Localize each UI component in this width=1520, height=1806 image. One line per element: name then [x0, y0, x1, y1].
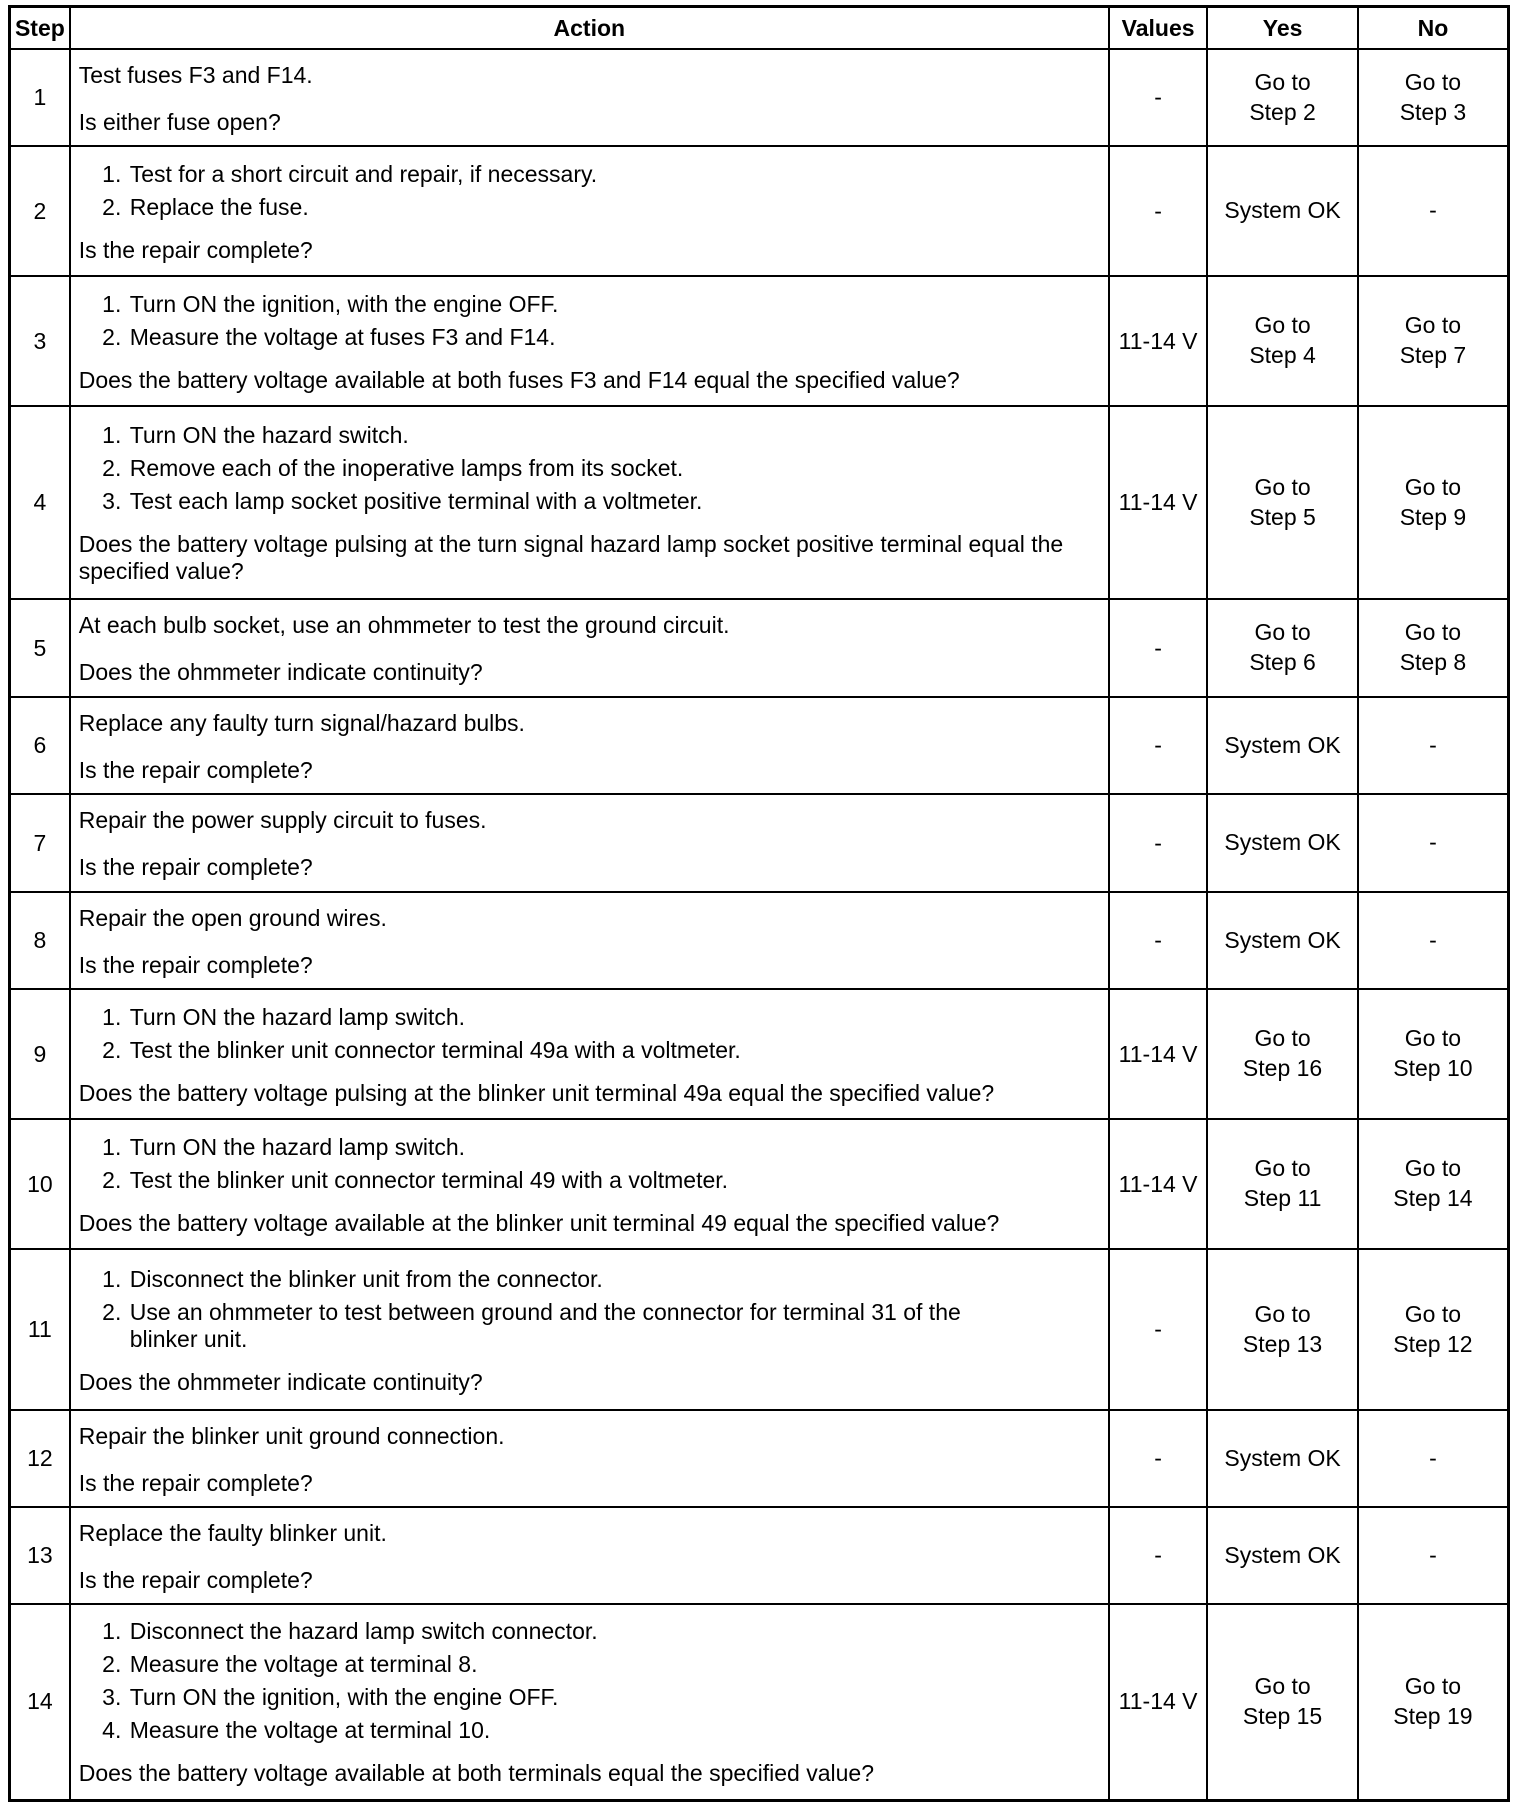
- step-number: 3: [10, 276, 70, 406]
- header-row: [10, 7, 1509, 50]
- action-cell: [70, 276, 1109, 406]
- step-number: 11: [10, 1249, 70, 1410]
- table-row: [10, 1410, 1509, 1507]
- action-intro: Replace the faulty blinker unit.: [78, 1519, 387, 1546]
- no-cell: [1358, 989, 1509, 1119]
- header-action: Action: [70, 7, 1109, 50]
- no-cell: [1358, 599, 1509, 697]
- substep-item: 1. Turn ON the ignition, with the engine OFF.: [128, 291, 1100, 318]
- step-number: 10: [10, 1119, 70, 1249]
- value-cell: -: [1109, 794, 1207, 892]
- step-number: 13: [10, 1507, 70, 1604]
- no-cell: [1358, 1604, 1509, 1800]
- table-row: [10, 406, 1509, 599]
- yes-cell: [1207, 406, 1358, 599]
- yes-line: Step 13: [1242, 1330, 1323, 1357]
- action-cell: [70, 1507, 1109, 1604]
- substep-item: 2. Measure the voltage at fuses F3 and F14.: [128, 324, 1100, 351]
- no-cell: [1358, 49, 1509, 146]
- value-cell: -: [1109, 146, 1207, 276]
- header-no: No: [1358, 7, 1509, 50]
- step-number: 9: [10, 989, 70, 1119]
- substep-item: 1. Turn ON the hazard switch.: [128, 422, 1100, 449]
- action-cell: [70, 49, 1109, 146]
- action-cell: [70, 406, 1109, 599]
- substep-item: 1. Disconnect the blinker unit from the connector.: [128, 1266, 1000, 1293]
- action-cell: [70, 794, 1109, 892]
- header-step: Step: [10, 7, 70, 50]
- substep-item: 1. Test for a short circuit and repair, if necessary.: [128, 161, 1100, 188]
- no-cell: [1358, 276, 1509, 406]
- action-intro: Replace any faulty turn signal/hazard bulbs.: [78, 709, 525, 736]
- action-cell: [70, 697, 1109, 794]
- no-line: Go to: [1404, 1672, 1462, 1699]
- substep-list: [79, 1004, 1100, 1064]
- yes-line: Step 11: [1243, 1185, 1322, 1211]
- no-line: Step 9: [1399, 503, 1467, 530]
- action-cell: [70, 989, 1109, 1119]
- yes-cell: [1207, 49, 1358, 146]
- no-cell: [1358, 892, 1509, 989]
- action-cell: [70, 1604, 1109, 1800]
- no-line: -: [1429, 829, 1437, 855]
- step-number: 1: [10, 49, 70, 146]
- yes-line: Go to: [1254, 1025, 1311, 1051]
- value-cell: -: [1109, 697, 1207, 794]
- value-cell: 11-14 V: [1109, 406, 1207, 599]
- yes-line: Go to: [1254, 1155, 1311, 1181]
- step-number: 8: [10, 892, 70, 989]
- value-cell: -: [1109, 599, 1207, 697]
- table-row: [10, 1119, 1509, 1249]
- table-row: [10, 49, 1509, 146]
- no-line: Go to: [1404, 619, 1462, 645]
- header-values: Values: [1109, 7, 1207, 50]
- yes-line: Step 16: [1242, 1055, 1323, 1081]
- yes-line: Step 15: [1242, 1702, 1323, 1729]
- yes-line: Go to: [1254, 473, 1311, 500]
- yes-line: Step 2: [1249, 98, 1316, 125]
- no-line: Step 3: [1399, 98, 1467, 125]
- yes-cell: [1207, 599, 1358, 697]
- action-question: Does the battery voltage available at the blinker unit terminal 49 equal the specified value?: [78, 1209, 1000, 1236]
- no-line: Step 10: [1393, 1055, 1473, 1081]
- yes-line: System OK: [1224, 197, 1341, 223]
- value-cell: -: [1109, 1249, 1207, 1410]
- table-row: [10, 1249, 1509, 1410]
- yes-line: System OK: [1224, 731, 1341, 758]
- substep-item: 2. Measure the voltage at terminal 8.: [128, 1651, 1100, 1678]
- table-row: [10, 794, 1509, 892]
- action-question: Does the battery voltage pulsing at the blinker unit terminal 49a equal the specified value?: [78, 1079, 995, 1106]
- table-row: [10, 146, 1509, 276]
- action-intro: Repair the open ground wires.: [78, 904, 387, 931]
- yes-line: Step 6: [1249, 649, 1316, 675]
- substep-item: 2. Use an ohmmeter to test between ground and the connector for terminal 31 of the blinker unit.: [128, 1299, 1000, 1353]
- step-number: 7: [10, 794, 70, 892]
- no-line: -: [1429, 197, 1437, 223]
- action-cell: [70, 1119, 1109, 1249]
- substep-item: 3. Test each lamp socket positive terminal with a voltmeter.: [128, 488, 1100, 515]
- step-number: 2: [10, 146, 70, 276]
- yes-cell: [1207, 146, 1358, 276]
- yes-cell: [1207, 1119, 1358, 1249]
- no-line: -: [1429, 926, 1437, 953]
- yes-line: Step 5: [1249, 503, 1316, 530]
- action-cell: [70, 599, 1109, 697]
- action-question: Is the repair complete?: [78, 756, 313, 783]
- no-cell: [1358, 1410, 1509, 1507]
- value-cell: 11-14 V: [1109, 1119, 1207, 1249]
- table-row: [10, 599, 1509, 697]
- action-cell: [70, 1410, 1109, 1507]
- yes-cell: [1207, 1249, 1358, 1410]
- no-cell: [1358, 1119, 1509, 1249]
- substep-list: [79, 1618, 1100, 1744]
- value-cell: -: [1109, 1410, 1207, 1507]
- yes-line: System OK: [1224, 926, 1341, 953]
- no-line: Step 8: [1399, 649, 1467, 675]
- value-cell: 11-14 V: [1109, 1604, 1207, 1800]
- substep-item: 3. Turn ON the ignition, with the engine OFF.: [128, 1684, 1100, 1711]
- action-question: Does the ohmmeter indicate continuity?: [78, 1368, 483, 1395]
- no-cell: [1358, 146, 1509, 276]
- substep-list: [79, 161, 1100, 221]
- no-line: Go to: [1404, 1300, 1462, 1327]
- value-cell: 11-14 V: [1109, 989, 1207, 1119]
- substep-item: 2. Remove each of the inoperative lamps from its socket.: [128, 455, 1100, 482]
- no-cell: [1358, 794, 1509, 892]
- no-line: -: [1429, 731, 1437, 758]
- table-row: [10, 276, 1509, 406]
- action-question: Is the repair complete?: [78, 951, 313, 978]
- yes-line: Go to: [1254, 312, 1311, 338]
- yes-line: Go to: [1254, 68, 1311, 95]
- substep-item: 1. Disconnect the hazard lamp switch connector.: [128, 1618, 1100, 1645]
- no-line: Step 12: [1393, 1330, 1473, 1357]
- header-yes: Yes: [1207, 7, 1358, 50]
- yes-line: Step 4: [1249, 342, 1316, 368]
- no-line: Go to: [1404, 312, 1462, 338]
- no-line: -: [1429, 1444, 1437, 1471]
- yes-cell: [1207, 697, 1358, 794]
- step-number: 4: [10, 406, 70, 599]
- yes-cell: [1207, 794, 1358, 892]
- action-intro: Test fuses F3 and F14.: [78, 61, 313, 88]
- action-intro: At each bulb socket, use an ohmmeter to test the ground circuit.: [78, 612, 730, 638]
- yes-line: System OK: [1224, 1444, 1341, 1471]
- substep-list: [79, 422, 1100, 515]
- value-cell: -: [1109, 892, 1207, 989]
- yes-line: Go to: [1254, 1300, 1311, 1327]
- table-row: [10, 1604, 1509, 1800]
- substep-item: 1. Turn ON the hazard lamp switch.: [128, 1134, 1100, 1161]
- action-cell: [70, 1249, 1109, 1410]
- no-line: Step 14: [1393, 1185, 1473, 1211]
- step-number: 6: [10, 697, 70, 794]
- yes-cell: [1207, 276, 1358, 406]
- no-cell: [1358, 697, 1509, 794]
- substep-item: 2. Test the blinker unit connector terminal 49a with a voltmeter.: [128, 1037, 1100, 1064]
- substep-item: 4. Measure the voltage at terminal 10.: [128, 1717, 1100, 1744]
- action-question: Does the battery voltage available at both terminals equal the specified value?: [78, 1760, 875, 1787]
- value-cell: -: [1109, 49, 1207, 146]
- no-line: Go to: [1404, 473, 1462, 500]
- substep-item: 2. Replace the fuse.: [128, 194, 1100, 221]
- no-line: Go to: [1404, 1155, 1462, 1181]
- no-cell: [1358, 1507, 1509, 1604]
- diagnostic-table: [8, 5, 1510, 1802]
- action-question: Is the repair complete?: [78, 854, 313, 880]
- value-cell: 11-14 V: [1109, 276, 1207, 406]
- yes-cell: [1207, 1410, 1358, 1507]
- yes-line: Go to: [1254, 1672, 1311, 1699]
- no-line: Go to: [1404, 68, 1462, 95]
- step-number: 5: [10, 599, 70, 697]
- action-question: Does the ohmmeter indicate continuity?: [78, 659, 483, 685]
- action-question: Is the repair complete?: [78, 1469, 313, 1496]
- no-line: Step 19: [1393, 1702, 1473, 1729]
- substep-item: 1. Turn ON the hazard lamp switch.: [128, 1004, 1100, 1031]
- no-line: Go to: [1404, 1025, 1462, 1051]
- action-intro: Repair the power supply circuit to fuses.: [78, 807, 487, 833]
- table-row: [10, 1507, 1509, 1604]
- substep-list: [79, 291, 1100, 351]
- yes-line: Go to: [1254, 619, 1311, 645]
- action-cell: [70, 146, 1109, 276]
- table-row: [10, 989, 1509, 1119]
- yes-cell: [1207, 1507, 1358, 1604]
- yes-cell: [1207, 989, 1358, 1119]
- action-question: Is either fuse open?: [78, 108, 281, 135]
- diagnostic-table-container: [8, 5, 1510, 1802]
- action-cell: [70, 892, 1109, 989]
- action-question: Does the battery voltage available at both fuses F3 and F14 equal the specified value?: [78, 366, 960, 393]
- value-cell: -: [1109, 1507, 1207, 1604]
- yes-cell: [1207, 892, 1358, 989]
- no-cell: [1358, 1249, 1509, 1410]
- table-row: [10, 697, 1509, 794]
- yes-line: System OK: [1224, 1541, 1341, 1568]
- action-intro: Repair the blinker unit ground connection.: [78, 1422, 505, 1449]
- action-question: Is the repair complete?: [78, 1566, 313, 1593]
- action-question: Does the battery voltage pulsing at the turn signal hazard lamp socket positive terminal equal the specified value?: [78, 531, 1064, 584]
- no-line: -: [1429, 1541, 1437, 1568]
- table-row: [10, 892, 1509, 989]
- substep-list: [79, 1266, 1100, 1353]
- step-number: 12: [10, 1410, 70, 1507]
- substep-item: 2. Test the blinker unit connector terminal 49 with a voltmeter.: [128, 1167, 1100, 1194]
- substep-list: [79, 1134, 1100, 1194]
- action-question: Is the repair complete?: [78, 236, 313, 263]
- step-number: 14: [10, 1604, 70, 1800]
- no-cell: [1358, 406, 1509, 599]
- no-line: Step 7: [1399, 342, 1467, 368]
- yes-line: System OK: [1224, 829, 1341, 855]
- yes-cell: [1207, 1604, 1358, 1800]
